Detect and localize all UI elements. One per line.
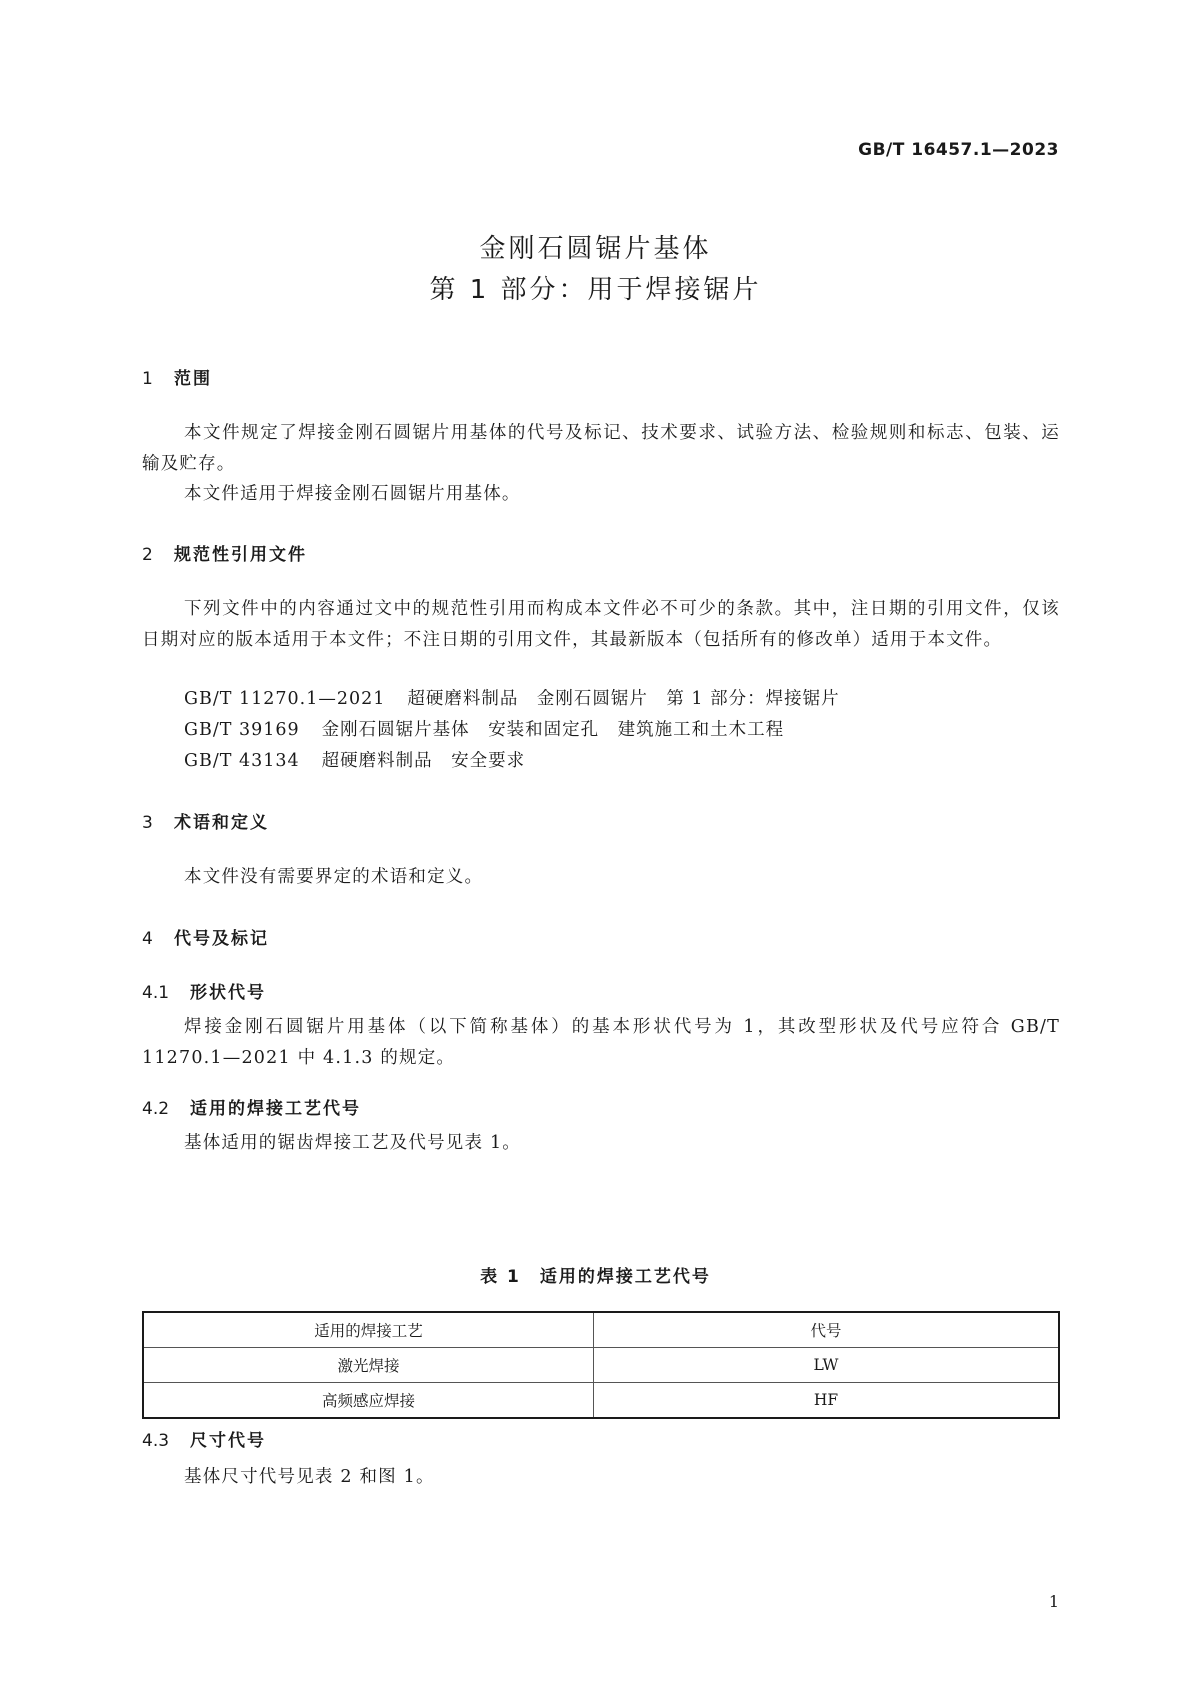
page-number: 1 <box>1048 1592 1059 1611</box>
subsection-title: 形状代号 <box>190 983 266 1003</box>
section-2-heading <box>142 540 307 565</box>
section-number: 2 <box>142 545 153 565</box>
reference-title: 超硬磨料制品 安全要求 <box>321 751 526 771</box>
section-3-paragraph-1: 本文件没有需要界定的术语和定义。 <box>184 867 484 887</box>
section-title: 范围 <box>174 369 212 389</box>
reference-code: GB/T 43134 <box>184 751 300 771</box>
standard-code: GB/T 16457.1—2023 <box>858 140 1059 160</box>
subsection-number: 4.2 <box>142 1099 170 1119</box>
section-4-2-paragraph-1: 基体适用的锯齿焊接工艺及代号见表 1。 <box>184 1133 521 1153</box>
section-number: 1 <box>142 369 153 389</box>
subsection-number: 4.1 <box>142 983 170 1003</box>
table-cell: 激光焊接 <box>143 1348 594 1383</box>
section-4-1-paragraph-1: 焊接金刚石圆锯片用基体（以下简称基体）的基本形状代号为 1，其改型形状及代号应符合 GB/T 11270.1—2021 中 4.1.3 的规定。 <box>142 1017 1060 1068</box>
document-title: 金刚石圆锯片基体 <box>479 234 712 264</box>
table-cell: LW <box>594 1348 1060 1383</box>
section-1-heading <box>142 364 212 389</box>
reference-code: GB/T 11270.1—2021 <box>184 689 386 709</box>
reference-item <box>184 716 806 741</box>
table-header-row <box>143 1312 1059 1348</box>
section-title: 术语和定义 <box>174 813 269 833</box>
document-subtitle: 第 1 部分：用于焊接锯片 <box>429 275 762 305</box>
section-4-2-heading <box>142 1094 361 1119</box>
table-1-caption: 表 1 适用的焊接工艺代号 <box>480 1267 711 1287</box>
reference-item <box>184 685 862 710</box>
welding-process-table <box>142 1311 1060 1419</box>
table-cell: 高频感应焊接 <box>143 1383 594 1419</box>
reference-item <box>184 747 547 772</box>
subsection-title: 适用的焊接工艺代号 <box>190 1099 361 1119</box>
section-number: 4 <box>142 929 153 949</box>
subsection-number: 4.3 <box>142 1431 170 1451</box>
section-4-1-heading <box>142 978 266 1003</box>
subsection-title: 尺寸代号 <box>190 1431 266 1451</box>
section-3-heading <box>142 808 269 833</box>
section-4-3-paragraph-1: 基体尺寸代号见表 2 和图 1。 <box>184 1467 435 1487</box>
section-1-paragraph-2: 本文件适用于焊接金刚石圆锯片用基体。 <box>184 484 521 504</box>
section-number: 3 <box>142 813 153 833</box>
section-title: 规范性引用文件 <box>174 545 307 565</box>
table-row <box>143 1348 1059 1383</box>
table-header-cell: 适用的焊接工艺 <box>143 1312 594 1348</box>
reference-title: 超硬磨料制品 金刚石圆锯片 第 1 部分：焊接锯片 <box>407 689 840 709</box>
table-cell: HF <box>594 1383 1060 1419</box>
section-title: 代号及标记 <box>174 929 269 949</box>
table-header-cell: 代号 <box>594 1312 1060 1348</box>
reference-title: 金刚石圆锯片基体 安装和固定孔 建筑施工和土木工程 <box>321 720 785 740</box>
table-row <box>143 1383 1059 1419</box>
section-4-3-heading <box>142 1426 266 1451</box>
section-1-paragraph-1: 本文件规定了焊接金刚石圆锯片用基体的代号及标记、技术要求、试验方法、检验规则和标志、包装、运输及贮存。 <box>142 423 1060 474</box>
reference-code: GB/T 39169 <box>184 720 300 740</box>
section-2-paragraph-1: 下列文件中的内容通过文中的规范性引用而构成本文件必不可少的条款。其中，注日期的引用文件，仅该日期对应的版本适用于本文件；不注日期的引用文件，其最新版本（包括所有的修改单）适用于本文件。 <box>142 599 1060 650</box>
section-4-heading <box>142 924 269 949</box>
